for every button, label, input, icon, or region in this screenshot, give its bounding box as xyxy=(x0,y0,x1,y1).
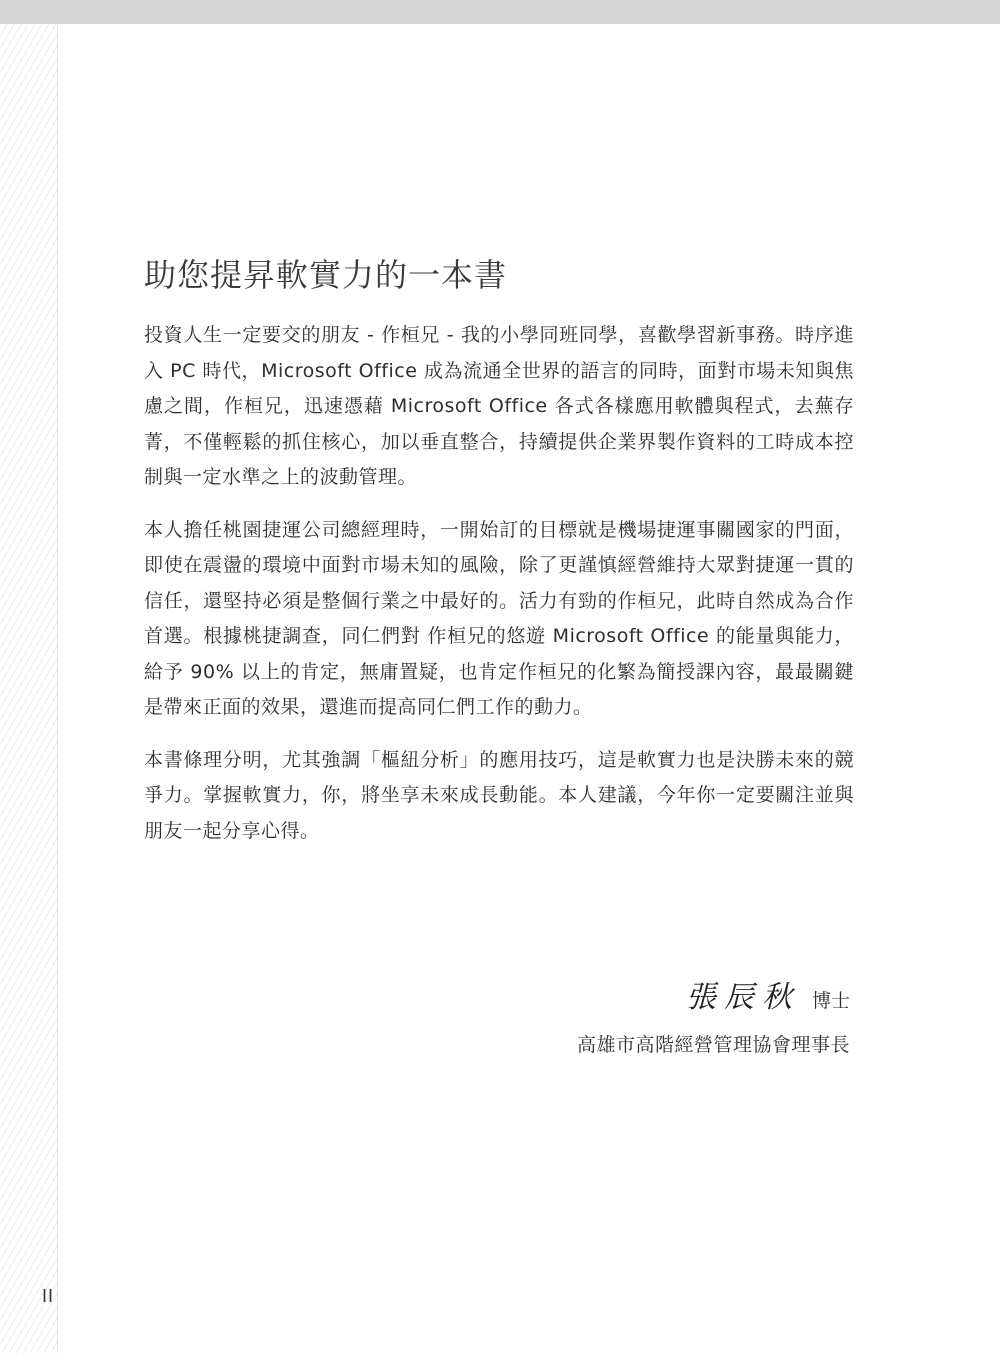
top-bar xyxy=(0,0,1000,24)
signature-name: 張辰秋 xyxy=(685,980,800,1015)
page-number: II xyxy=(42,1286,55,1306)
signature-line xyxy=(577,972,850,1016)
signature-block xyxy=(577,972,850,1057)
signature-affiliation: 高雄市高階經營管理協會理事長 xyxy=(576,1034,850,1056)
paragraph-1: 投資人生一定要交的朋友 - 作桓兄 - 我的小學同班同學，喜歡學習新事務。時序進入 PC 時代，Microsoft Office 成為流通全世界的語言的同時，面對市場未知與焦慮之間，作桓兄，迅速憑藉 Microsoft Office 各式各樣應用軟體與程式，去蕪存菁，不僅輕鬆的抓住核心，加以垂直整合，持續提供企業界製作資料的工時成本控制與一定水準之上的波動管理。 xyxy=(144,324,854,488)
side-decorative-strip xyxy=(0,24,58,1353)
article-body xyxy=(144,318,854,866)
page-title: 助您提昇軟實力的一本書 xyxy=(144,256,508,294)
paragraph-2: 本人擔任桃園捷運公司總經理時，一開始訂的目標就是機場捷運事關國家的門面，即使在震盪的環境中面對市場未知的風險，除了更謹慎經營維持大眾對捷運一貫的信任，還堅持必須是整個行業之中最好的。活力有勁的作桓兄，此時自然成為合作首選。根據桃捷調查，同仁們對 作桓兄的悠遊 Microsoft Office 的能量與能力，給予 90% 以上的肯定，無庸置疑，也肯定作桓兄的化繁為簡授課內容，最最關鍵是帶來正面的效果，還進而提高同仁們工作的動力。 xyxy=(144,518,854,718)
signature-honorific: 博士 xyxy=(811,990,850,1012)
paragraph-3: 本書條理分明，尤其強調「樞紐分析」的應用技巧，這是軟實力也是決勝未來的競爭力。掌握軟實力，你，將坐享未來成長動能。本人建議，今年你一定要關注並與朋友一起分享心得。 xyxy=(144,748,854,842)
